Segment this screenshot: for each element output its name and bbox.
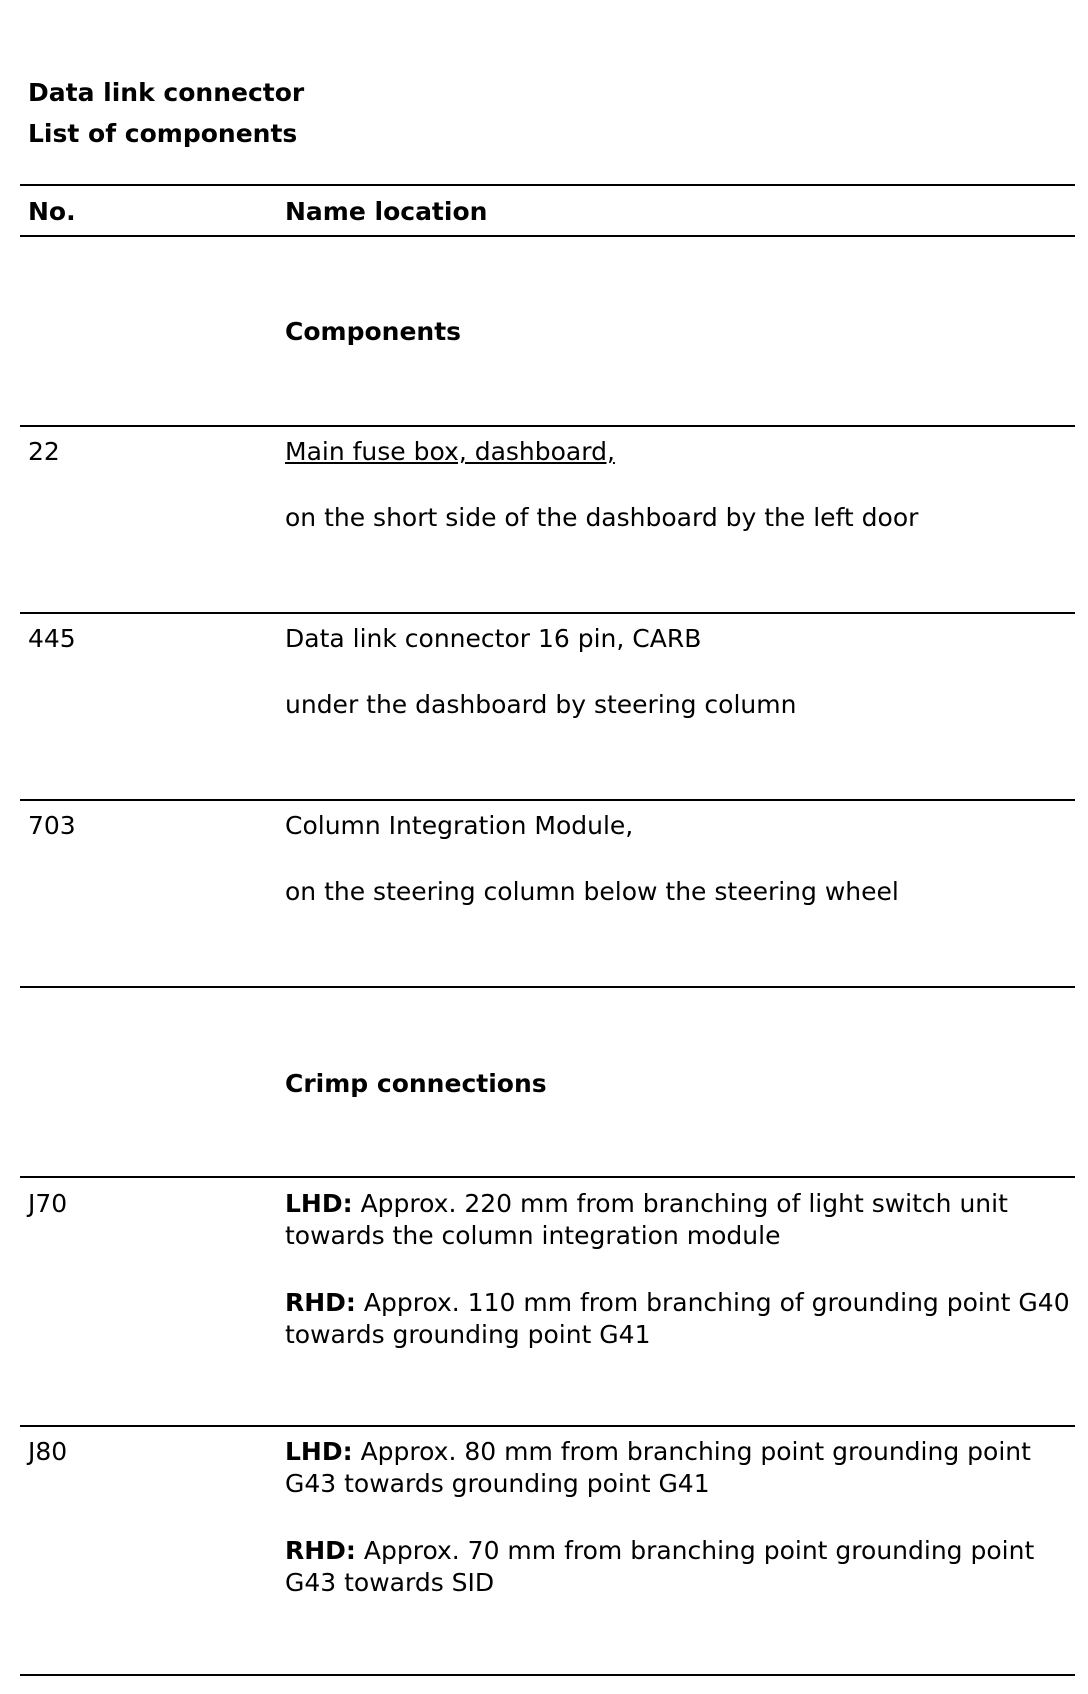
row-name: Data link connector 16 pin, CARB xyxy=(285,624,702,653)
lhd-label: LHD: xyxy=(285,1189,353,1218)
header-rule xyxy=(20,235,1075,237)
lhd-text: Approx. 80 mm from branching point grounding point G43 towards grounding point G41 xyxy=(285,1437,1031,1498)
section-components: Components xyxy=(285,317,462,346)
row-rule xyxy=(20,986,1075,988)
row-no: 703 xyxy=(28,811,76,840)
rhd-label: RHD: xyxy=(285,1536,356,1565)
row-lhd xyxy=(285,1436,1075,1500)
row-no: J80 xyxy=(28,1437,68,1466)
row-rule xyxy=(20,799,1075,801)
row-location: on the short side of the dashboard by the left door xyxy=(285,503,919,532)
lhd-label: LHD: xyxy=(285,1437,353,1466)
rhd-text: Approx. 110 mm from branching of grounding point G40 towards grounding point G41 xyxy=(285,1288,1070,1349)
section-crimp-connections: Crimp connections xyxy=(285,1069,547,1098)
row-no: 445 xyxy=(28,624,76,653)
header-no: No. xyxy=(28,197,76,226)
row-location: on the steering column below the steering wheel xyxy=(285,877,899,906)
header-name-location: Name location xyxy=(285,197,488,226)
row-name-link[interactable]: Main fuse box, dashboard, xyxy=(285,437,615,466)
row-name: Column Integration Module, xyxy=(285,811,634,840)
row-lhd xyxy=(285,1188,1075,1252)
rhd-text: Approx. 70 mm from branching point grounding point G43 towards SID xyxy=(285,1536,1035,1597)
row-rule xyxy=(20,612,1075,614)
row-rule xyxy=(20,1425,1075,1427)
table-bottom-rule xyxy=(20,1674,1075,1676)
row-no: J70 xyxy=(28,1189,68,1218)
document-title: Data link connector xyxy=(28,78,305,107)
row-location: under the dashboard by steering column xyxy=(285,690,797,719)
lhd-text: Approx. 220 mm from branching of light switch unit towards the column integration module xyxy=(285,1189,1008,1250)
row-rule xyxy=(20,425,1075,427)
document-subtitle: List of components xyxy=(28,119,298,148)
row-rhd xyxy=(285,1287,1075,1351)
rhd-label: RHD: xyxy=(285,1288,356,1317)
row-no: 22 xyxy=(28,437,60,466)
table-top-rule xyxy=(20,184,1075,186)
row-rhd xyxy=(285,1535,1075,1599)
row-rule xyxy=(20,1176,1075,1178)
